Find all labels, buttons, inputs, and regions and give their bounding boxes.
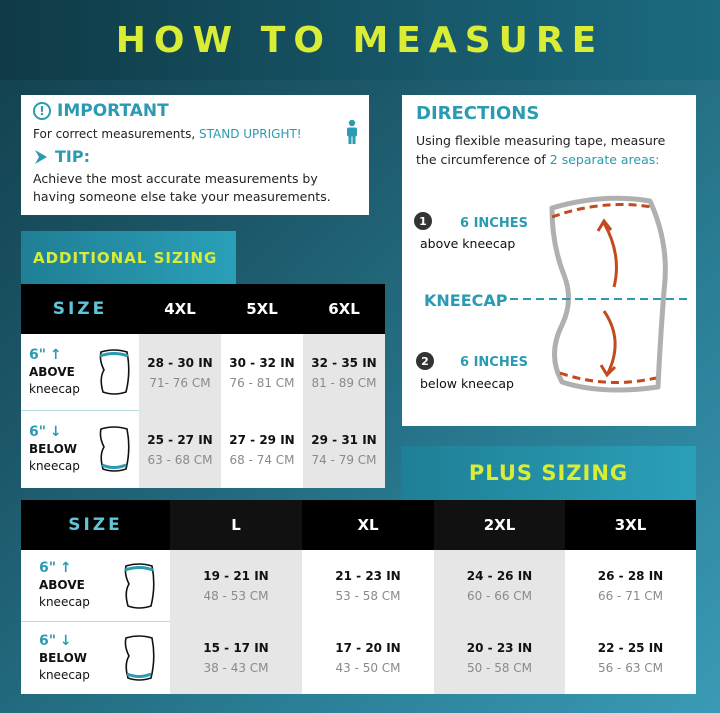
row-label-below: 6" ↓ BELOW kneecap: [21, 411, 139, 488]
directions-box: [402, 95, 696, 426]
cell-5xl-above: 30 - 32 IN 76 - 81 CM: [221, 334, 303, 411]
size-header: SIZE: [52, 299, 108, 319]
cell-4xl-below: 25 - 27 IN 63 - 68 CM: [139, 411, 221, 488]
row-label-below: 6" ↓ BELOW kneecap: [21, 622, 170, 694]
additional-sizing-label: ADDITIONAL SIZING: [21, 231, 236, 284]
cell-l-above: 19 - 21 IN 48 - 53 CM: [170, 550, 302, 622]
additional-sizing-table: [21, 284, 385, 488]
row-label-above: 6" ↑ ABOVE kneecap: [21, 550, 170, 622]
chevron-right-icon: [33, 149, 49, 165]
cell-2xl-above: 24 - 26 IN 60 - 66 CM: [434, 550, 565, 622]
knee-below-icon: [97, 425, 131, 473]
exclamation-circle-icon: !: [33, 102, 51, 120]
cell-5xl-below: 27 - 29 IN 68 - 74 CM: [221, 411, 303, 488]
point-2-label: 6 INCHES: [460, 355, 528, 370]
plus-sizing-table: [21, 500, 696, 694]
size-xl: XL: [357, 516, 379, 534]
cell-3xl-below: 22 - 25 IN 56 - 63 CM: [565, 622, 696, 694]
size-5xl: 5XL: [246, 300, 278, 318]
page-title-bar: [0, 0, 720, 80]
knee-above-icon: [122, 562, 156, 610]
down-arrow-icon: ↓: [49, 424, 62, 440]
kneecap-label: KNEECAP: [424, 291, 508, 310]
size-l: L: [170, 500, 302, 550]
point-2-sub: below kneecap: [420, 376, 514, 391]
knee-above-icon: [97, 348, 131, 396]
directions-text: Using flexible measuring tape, measure the circumference of 2 separate areas:: [416, 133, 666, 167]
table-row: [21, 550, 696, 622]
down-arrow-icon: ↓: [59, 632, 72, 649]
size-2xl: 2XL: [434, 500, 565, 550]
size-6xl: 6XL: [328, 300, 360, 318]
up-arrow-icon: ↑: [49, 346, 62, 363]
row-label-above: 6" ↑ ABOVE kneecap: [21, 334, 139, 411]
cell-xl-below: 17 - 20 IN 43 - 50 CM: [302, 622, 434, 694]
table-row: [21, 334, 385, 411]
plus-sizing-label: PLUS SIZING: [401, 446, 696, 500]
table-header: [21, 284, 385, 334]
directions-heading: DIRECTIONS: [416, 103, 540, 124]
size-3xl: 3XL: [614, 516, 647, 534]
size-4xl: 4XL: [164, 300, 196, 318]
point-1-badge: 1: [414, 212, 432, 230]
cell-6xl-above: 32 - 35 IN 81 - 89 CM: [303, 334, 385, 411]
cell-3xl-above: 26 - 28 IN 66 - 71 CM: [565, 550, 696, 622]
tip-heading: TIP:: [55, 147, 90, 166]
size-header: SIZE: [68, 515, 123, 535]
table-row: [21, 622, 696, 694]
cell-xl-above: 21 - 23 IN 53 - 58 CM: [302, 550, 434, 622]
stand-upright-text: STAND UPRIGHT!: [199, 127, 302, 141]
cell-l-below: 15 - 17 IN 38 - 43 CM: [170, 622, 302, 694]
point-1-label: 6 INCHES: [460, 216, 528, 231]
tip-text: Achieve the most accurate measurements by having someone else take your measurements.: [33, 171, 331, 204]
important-heading: IMPORTANT: [57, 101, 169, 121]
table-row: [21, 411, 385, 488]
important-line: For correct measurements, STAND UPRIGHT!: [33, 127, 302, 141]
tip-heading-row: [33, 147, 357, 166]
point-2-badge: 2: [416, 352, 434, 370]
important-heading-row: [33, 101, 357, 121]
knee-below-icon: [122, 634, 156, 682]
cell-2xl-below: 20 - 23 IN 50 - 58 CM: [434, 622, 565, 694]
page-title: HOW TO MEASURE: [115, 19, 605, 61]
up-arrow-icon: ↑: [59, 560, 72, 576]
point-1-sub: above kneecap: [420, 236, 516, 251]
cell-6xl-below: 29 - 31 IN 74 - 79 CM: [303, 411, 385, 488]
person-icon: [345, 119, 359, 145]
important-box: [21, 95, 369, 215]
cell-4xl-above: 28 - 30 IN 71- 76 CM: [139, 334, 221, 411]
table-header: [21, 500, 696, 550]
